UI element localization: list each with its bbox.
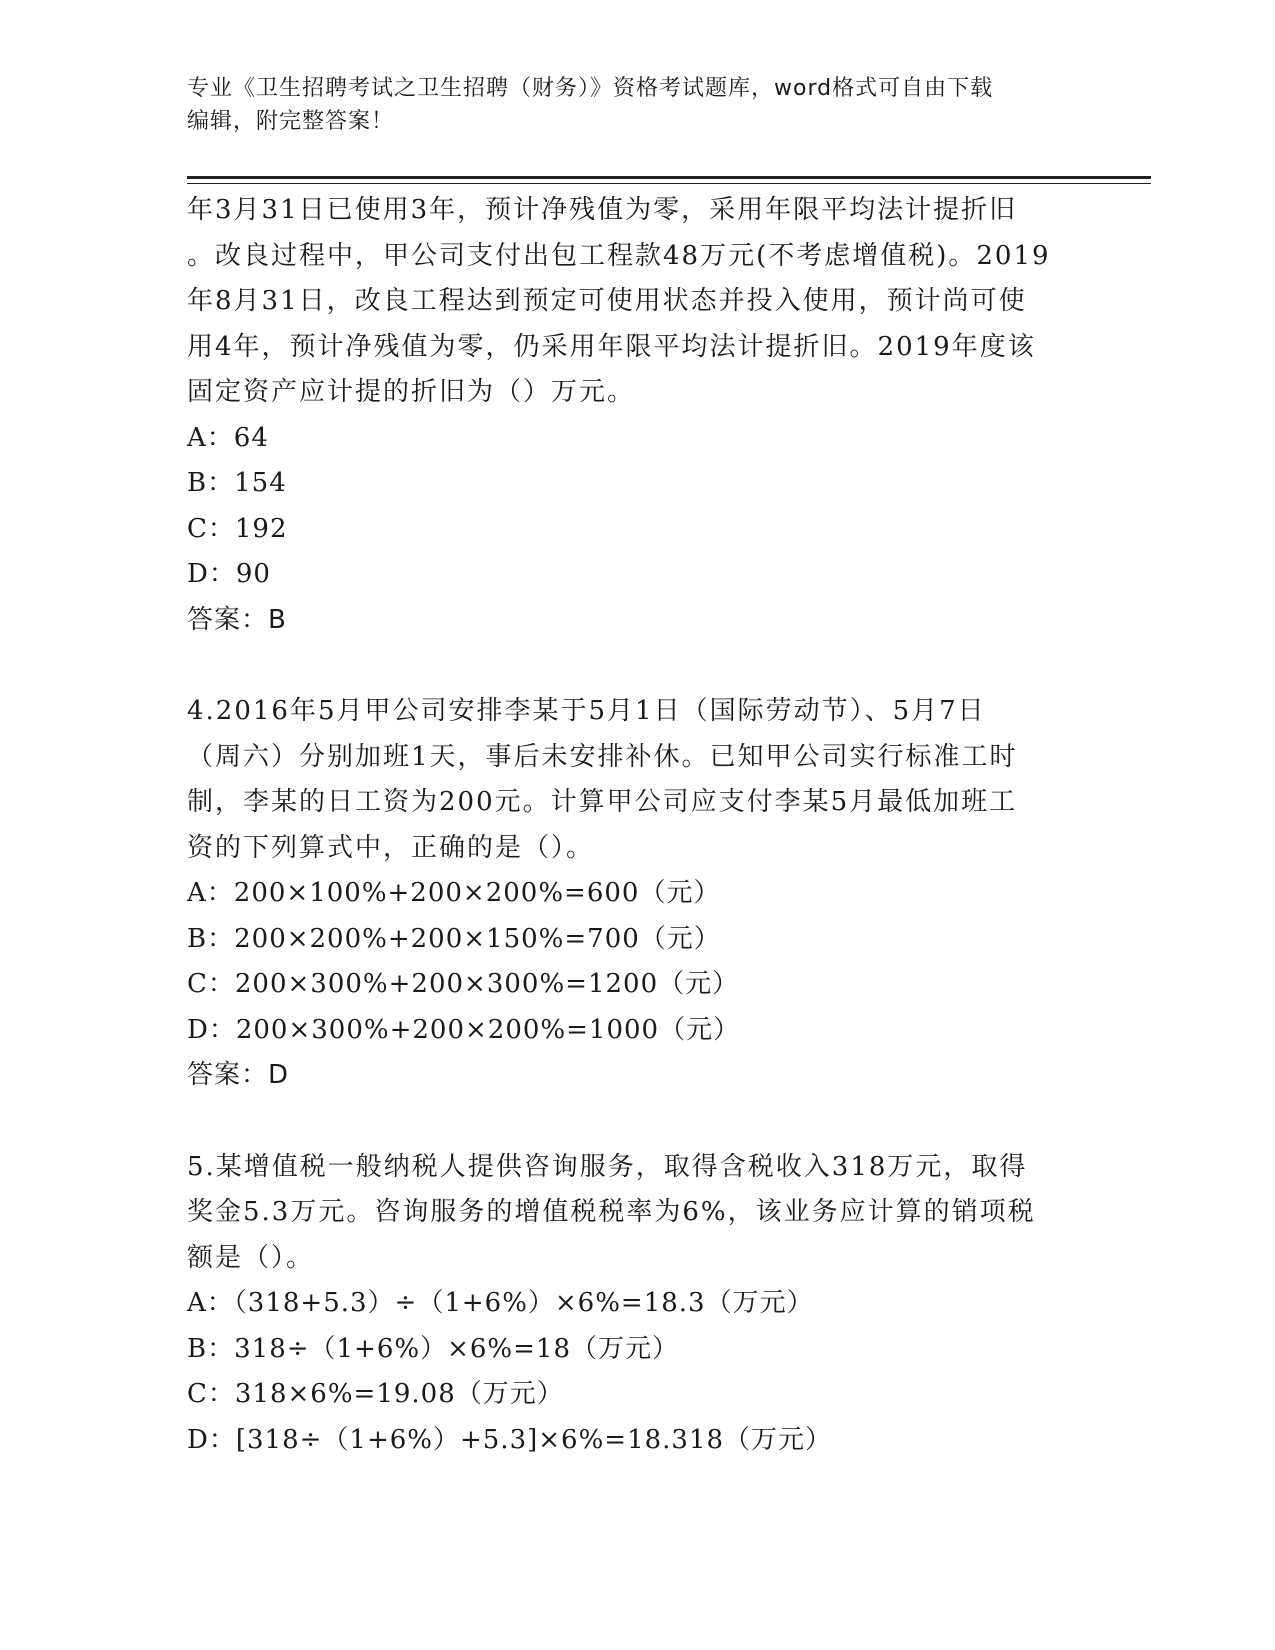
spacer	[187, 1099, 1067, 1145]
option-c: C：192	[187, 513, 288, 544]
question-text-line: 额是（）。	[187, 1242, 315, 1273]
document-header	[187, 72, 1067, 138]
option-c: C：318×6%=19.08（万元）	[187, 1379, 564, 1409]
question-5	[187, 1145, 1067, 1464]
spacer	[187, 643, 1067, 689]
option-b: B：318÷（1+6%）×6%=18（万元）	[187, 1333, 679, 1364]
question-text-line: 制，李某的日工资为200元。计算甲公司应支付李某5月最低加班工	[187, 787, 1018, 817]
option-a: A：（318+5.3）÷（1+6%）×6%=18.3（万元）	[187, 1288, 814, 1318]
answer-label: 答案：B	[187, 604, 287, 635]
option-d: D：200×300%+200×200%=1000（元）	[187, 1014, 741, 1045]
question-text-line: 奖金5.3万元。咨询服务的增值税税率为6%，该业务应计算的销项税	[187, 1197, 1036, 1227]
document-body	[187, 188, 1067, 1463]
option-a: A：64	[187, 422, 269, 453]
header-divider-thin	[187, 183, 1151, 184]
question-4	[187, 689, 1067, 1099]
header-line-2: 编辑，附完整答案！	[187, 109, 395, 134]
question-text-line: 4.2016年5月甲公司安排李某于5月1日（国际劳动节）、5月7日	[187, 696, 986, 726]
question-text-line: 固定资产应计提的折旧为（）万元。	[187, 377, 636, 407]
question-text-line: （周六）分别加班1天，事后未安排补休。已知甲公司实行标准工时	[187, 741, 1018, 772]
option-d: D：[318÷（1+6%）+5.3]×6%=18.318（万元）	[187, 1424, 833, 1455]
question-text-line: 年8月31日，改良工程达到预定可使用状态并投入使用，预计尚可使	[187, 286, 1027, 316]
header-line-1: 专业《卫生招聘考试之卫生招聘（财务）》资格考试题库，word格式可自由下载	[187, 76, 994, 101]
option-b: B：154	[187, 468, 287, 498]
question-text-line: 。改良过程中，甲公司支付出包工程款48万元(不考虑增值税)。2019	[187, 240, 1051, 271]
header-divider-thick	[187, 176, 1151, 179]
question-text-line: 资的下列算式中，正确的是（）。	[187, 832, 595, 863]
answer-label: 答案：D	[187, 1060, 290, 1090]
option-b: B：200×200%+200×150%=700（元）	[187, 923, 721, 954]
question-text-line: 年3月31日已使用3年，预计净残值为零，采用年限平均法计提折旧	[187, 195, 1018, 225]
question-text-line: 用4年，预计净残值为零，仍采用年限平均法计提折旧。2019年度该	[187, 331, 1036, 362]
question-3	[187, 188, 1067, 643]
option-a: A：200×100%+200×200%=600（元）	[187, 878, 721, 908]
option-c: C：200×300%+200×300%=1200（元）	[187, 969, 740, 999]
question-text-line: 5.某增值税一般纳税人提供咨询服务，取得含税收入318万元，取得	[187, 1151, 1028, 1182]
option-d: D：90	[187, 559, 271, 589]
